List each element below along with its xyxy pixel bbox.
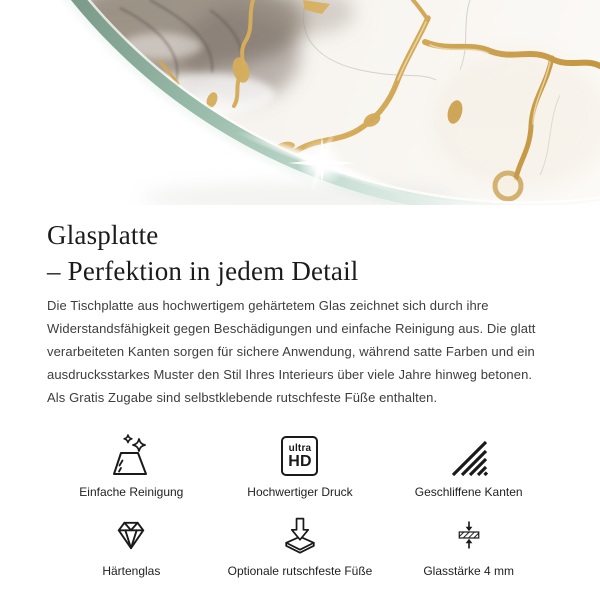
feature-glass-thickness: [384, 512, 553, 579]
feature-tempered-glass: [47, 512, 216, 579]
ultra-hd-badge-icon: [281, 433, 318, 479]
glass-plate-photo: [0, 0, 600, 205]
non-slip-feet-icon: [281, 512, 319, 558]
polished-edges-stripes-icon: [449, 433, 489, 479]
ultra-hd-badge-text-top: ultra: [288, 442, 312, 454]
feature-grid: [47, 433, 553, 579]
page-title-line2: – Perfektion in jedem Detail: [47, 256, 359, 286]
feature-label: Glasstärke 4 mm: [423, 564, 514, 578]
feature-label: Hochwertiger Druck: [247, 485, 353, 499]
feature-polished-edges: [384, 433, 553, 500]
tempered-glass-diamond-icon: [112, 512, 150, 558]
product-hero-image: [0, 0, 600, 205]
feature-label: Härtenglas: [102, 564, 161, 578]
feature-easy-cleaning: [47, 433, 216, 500]
feature-high-quality-print: [216, 433, 385, 500]
feature-label: Geschliffene Kanten: [414, 485, 523, 499]
feature-non-slip-feet: [216, 512, 385, 579]
ultra-hd-badge-text-bottom: HD: [288, 452, 312, 470]
feature-label: Einfache Reinigung: [79, 485, 184, 499]
product-description-section: [0, 217, 600, 579]
clean-surface-sparkles-icon: [108, 433, 154, 479]
page-title-line1: Glasplatte: [47, 220, 159, 250]
product-description-text: Die Tischplatte aus hochwertigem gehärtetem Glas zeichnet sich durch ihre Widerstandsfähigkeit gegen Beschädigungen und einfache Reinigung aus. Die glatt verarbeiteten Kanten sorgen für sichere Anwendung, während satte Farben und ein ausdrucksstarkes Muster den Stil Ihres Interieurs über viele Jahre hinweg betonen. Als Gratis Zugabe sind selbstklebende rutschfeste Füße enthalten.: [47, 298, 536, 405]
glass-thickness-icon: [454, 512, 484, 558]
feature-label: Optionale rutschfeste Füße: [227, 564, 373, 578]
page-title: [47, 217, 553, 289]
